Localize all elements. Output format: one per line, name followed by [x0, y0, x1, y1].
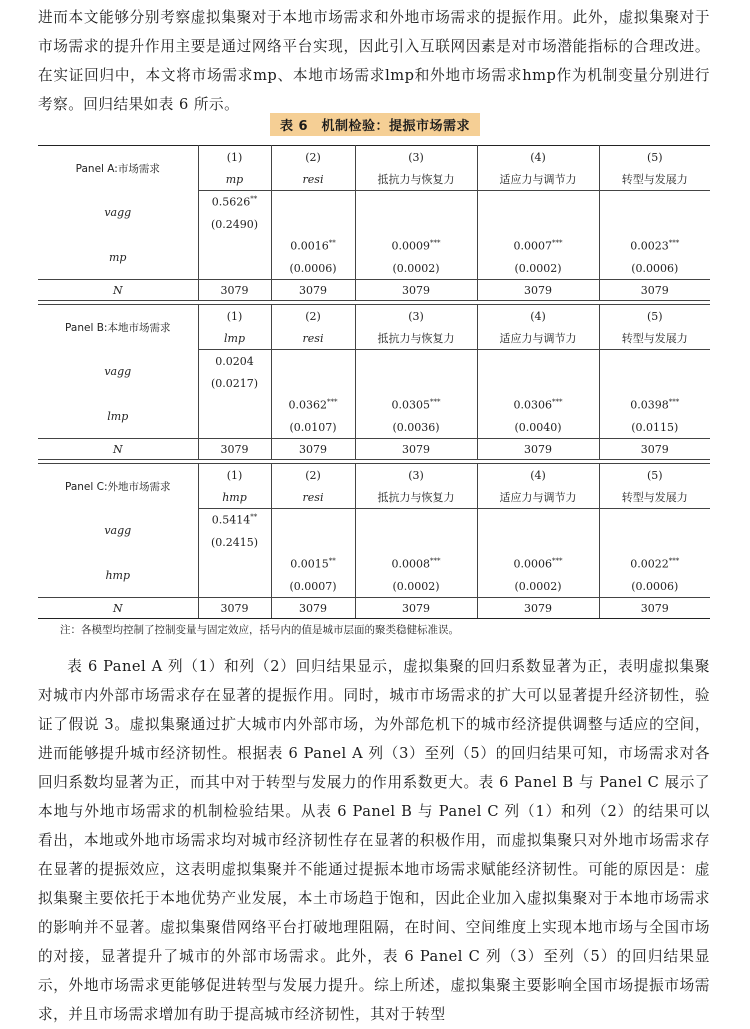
n-cell: 3079 [355, 280, 477, 301]
col-number: (5) [599, 146, 710, 169]
se-cell: (0.0002) [477, 575, 599, 598]
coef-cell: 0.0015** [271, 553, 355, 575]
coef-cell: 0.5626** [198, 191, 271, 214]
se-cell: (0.0002) [477, 257, 599, 280]
coef-cell: 0.0306*** [477, 394, 599, 416]
col-number: (5) [599, 305, 710, 328]
coef-cell: 0.0006*** [477, 553, 599, 575]
coef-cell: 0.0008*** [355, 553, 477, 575]
col-number: (1) [198, 146, 271, 169]
col-number: (2) [271, 146, 355, 169]
col-variable: 适应力与调节力 [477, 327, 599, 350]
coef-cell: 0.0023*** [599, 235, 710, 257]
row-variable-vagg: vagg [38, 350, 198, 395]
col-number: (2) [271, 305, 355, 328]
col-variable: resi [271, 327, 355, 350]
n-cell: 3079 [271, 280, 355, 301]
col-variable: 转型与发展力 [599, 327, 710, 350]
coef-cell: 0.0016** [271, 235, 355, 257]
col-variable: resi [271, 486, 355, 509]
coef-cell: 0.0022*** [599, 553, 710, 575]
col-number: (3) [355, 305, 477, 328]
col-variable: mp [198, 168, 271, 191]
coef-cell: 0.0305*** [355, 394, 477, 416]
n-cell: 3079 [477, 439, 599, 460]
row-variable-vagg: vagg [38, 191, 198, 236]
panel-c-label: Panel C:外地市场需求 [38, 464, 198, 509]
se-cell: (0.0040) [477, 416, 599, 439]
col-variable: 抵抗力与恢复力 [355, 168, 477, 191]
n-label: N [38, 598, 198, 619]
regression-table [38, 145, 710, 619]
panel-b-header-row [38, 305, 710, 328]
se-cell: (0.0115) [599, 416, 710, 439]
panel-c-n-row [38, 598, 710, 619]
col-number: (4) [477, 464, 599, 487]
body-paragraph: 表 6 Panel A 列（1）和列（2）回归结果显示，虚拟集聚的回归系数显著为正，表明虚拟集聚对城市内外部市场需求存在显著的提振作用。同时，城市市场需求的扩大可以显著提升经济韧性，验证了假说 3。虚拟集聚通过扩大城市内外部市场，为外部危机下的城市经济提供调整与适应的空间，进而能够提升城市经济韧性。根据表 6 Panel A 列（3）至列（5）的回归结果可知，市场需求对各回归系数均显著为正，而其中对于转型与发展力的作用系数更大。表 6 Panel B 与 Panel C 展示了本地与外地市场需求的机制检验结果。从表 6 Panel B 与 Panel C 列（1）和列（2）的结果可以看出，本地或外地市场需求均对城市经济韧性存在显著的积极作用，而虚拟集聚只对外地市场需求存在显著的提振效应，这表明虚拟集聚并不能通过提振本地市场需求赋能经济韧性。可能的原因是：虚拟集聚主要依托于本地优势产业发展，本土市场趋于饱和，因此企业加入虚拟集聚对于本地市场需求的影响并不显著。虚拟集聚借网络平台打破地理阻隔，在时间、空间维度上实现本地市场与全国市场的对接，显著提升了城市的外部市场需求。此外，表 6 Panel C 列（3）至列（5）的回归结果显示，外地市场需求更能够促进转型与发展力提升。综上所述，虚拟集聚主要影响全国市场提振市场需求，并且市场需求增加有助于提高城市经济韧性，其对于转型 [38, 658, 710, 1023]
panel-a-vagg-coef-row [38, 191, 710, 214]
se-cell: (0.2490) [198, 213, 271, 235]
n-cell: 3079 [477, 280, 599, 301]
coef-cell: 0.0009*** [355, 235, 477, 257]
coef-cell: 0.0007*** [477, 235, 599, 257]
n-label: N [38, 439, 198, 460]
n-label: N [38, 280, 198, 301]
n-cell: 3079 [198, 439, 271, 460]
col-number: (4) [477, 305, 599, 328]
col-number: (3) [355, 146, 477, 169]
row-variable-vagg: vagg [38, 509, 198, 554]
n-cell: 3079 [599, 439, 710, 460]
panel-b-n-row [38, 439, 710, 460]
col-number: (5) [599, 464, 710, 487]
panel-a-mp-coef-row [38, 235, 710, 257]
table-note: 注：各模型均控制了控制变量与固定效应，括号内的值是城市层面的聚类稳健标准误。 [60, 624, 459, 636]
panel-a-label: Panel A:市场需求 [38, 146, 198, 191]
n-cell: 3079 [271, 439, 355, 460]
col-variable: resi [271, 168, 355, 191]
col-variable: 抵抗力与恢复力 [355, 486, 477, 509]
table-caption: 表 6 机制检验：提振市场需求 [270, 113, 480, 136]
se-cell: (0.0006) [271, 257, 355, 280]
n-cell: 3079 [355, 598, 477, 619]
col-variable: 抵抗力与恢复力 [355, 327, 477, 350]
col-variable: 适应力与调节力 [477, 486, 599, 509]
col-variable: 转型与发展力 [599, 168, 710, 191]
panel-b-lmp-coef-row [38, 394, 710, 416]
table-caption-wrapper [0, 113, 750, 136]
col-number: (2) [271, 464, 355, 487]
col-number: (4) [477, 146, 599, 169]
coef-cell: 0.0362*** [271, 394, 355, 416]
row-variable-hmp: hmp [38, 553, 198, 598]
row-variable-mp: mp [38, 235, 198, 280]
panel-c-hmp-coef-row [38, 553, 710, 575]
n-cell: 3079 [599, 598, 710, 619]
se-cell: (0.0007) [271, 575, 355, 598]
se-cell: (0.2415) [198, 531, 271, 553]
se-cell: (0.0006) [599, 575, 710, 598]
n-cell: 3079 [198, 598, 271, 619]
panel-b-vagg-coef-row [38, 350, 710, 373]
se-cell: (0.0006) [599, 257, 710, 280]
se-cell: (0.0107) [271, 416, 355, 439]
row-variable-lmp: lmp [38, 394, 198, 439]
col-variable: hmp [198, 486, 271, 509]
col-number: (1) [198, 305, 271, 328]
se-cell: (0.0002) [355, 575, 477, 598]
n-cell: 3079 [355, 439, 477, 460]
panel-c-vagg-coef-row [38, 509, 710, 532]
coef-cell: 0.0204 [198, 350, 271, 373]
n-cell: 3079 [198, 280, 271, 301]
panel-a-header-row [38, 146, 710, 169]
se-cell: (0.0217) [198, 372, 271, 394]
panel-c-header-row [38, 464, 710, 487]
col-number: (1) [198, 464, 271, 487]
col-variable: lmp [198, 327, 271, 350]
se-cell: (0.0002) [355, 257, 477, 280]
n-cell: 3079 [271, 598, 355, 619]
n-cell: 3079 [477, 598, 599, 619]
coef-cell: 0.0398*** [599, 394, 710, 416]
col-variable: 适应力与调节力 [477, 168, 599, 191]
panel-b-label: Panel B:本地市场需求 [38, 305, 198, 350]
col-variable: 转型与发展力 [599, 486, 710, 509]
col-number: (3) [355, 464, 477, 487]
intro-paragraph: 进而本文能够分别考察虚拟集聚对于本地市场需求和外地市场需求的提振作用。此外，虚拟集聚对于市场需求的提升作用主要是通过网络平台实现，因此引入互联网因素是对市场潜能指标的合理改进。在实证回归中，本文将市场需求mp、本地市场需求lmp和外地市场需求hmp作为机制变量分别进行考察。回归结果如表 6 所示。 [38, 9, 710, 113]
n-cell: 3079 [599, 280, 710, 301]
coef-cell: 0.5414** [198, 509, 271, 532]
panel-a-n-row [38, 280, 710, 301]
se-cell: (0.0036) [355, 416, 477, 439]
